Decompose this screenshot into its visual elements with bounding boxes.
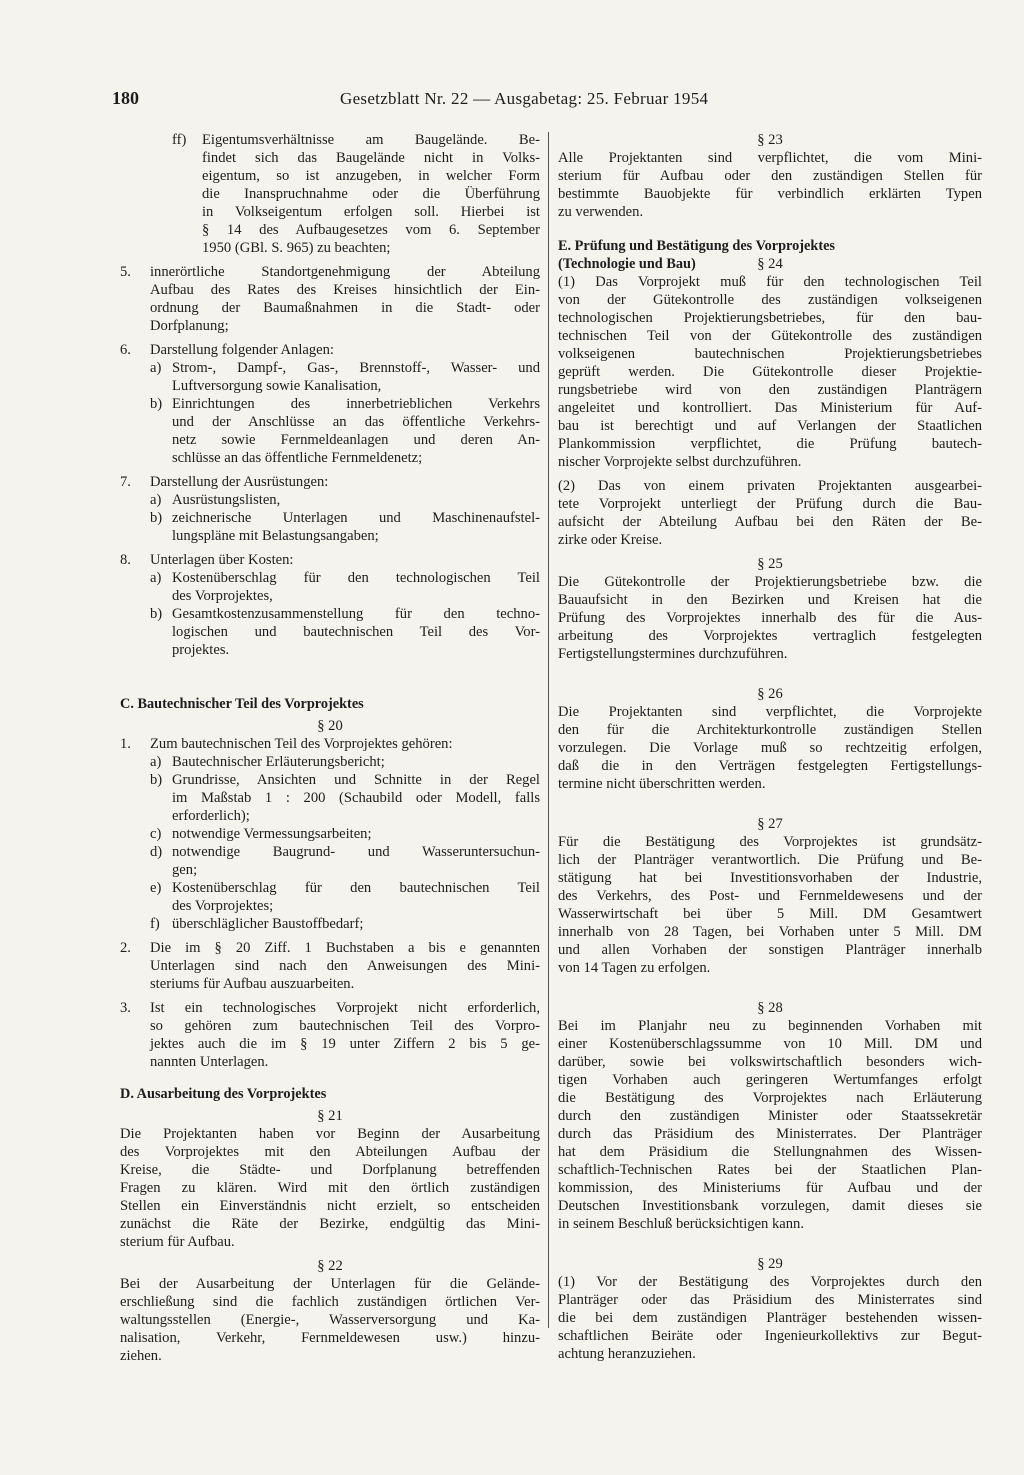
text-line: in seinem Beschluß berücksichtigen kann.	[558, 1216, 805, 1232]
text-line: Prüfung des Vorprojektes innerhalb des für die Aus-	[558, 610, 982, 626]
text-line: und der Anschlüsse an das öffentliche Verkehrs-	[172, 414, 540, 430]
text-line: durch das Präsidium des Ministerrates. Der Planträger	[558, 1126, 982, 1142]
item-label: a)	[150, 492, 162, 508]
paragraph-sign: § 20	[317, 718, 343, 734]
item-number: 5.	[120, 264, 131, 280]
text-line: waltungsstellen (Energie-, Wasserversorgung und Ka-	[120, 1312, 540, 1328]
text-line: ziehen.	[120, 1348, 162, 1364]
text-line: nischer Vorprojekte selbst durchzuführen.	[558, 454, 802, 470]
text-line: Unterlagen sind nach den Anweisungen des Mini-	[150, 958, 540, 974]
text-line: rungsbetriebe wird von den zuständigen Planträgern	[558, 382, 982, 398]
item-6a	[150, 359, 540, 395]
text-line: eigentum, so ist anzugeben, in welcher Form	[202, 168, 540, 184]
item-text	[172, 359, 540, 395]
right-column	[558, 131, 982, 1369]
text-line: technischen Teil von der Gütekontrolle des zuständigen	[558, 328, 982, 344]
text-line: den für die Architekturkontrolle zuständigen Stellen	[558, 722, 982, 738]
text-line: arbeitung des Vorprojektes vertraglich festgelegten	[558, 628, 982, 644]
item-label: d)	[150, 844, 163, 860]
text-line: und allen Vorhaben der sonstigen Planträger innerhalb	[558, 942, 982, 958]
paragraph-sign: § 26	[757, 686, 783, 702]
text-line: logischen und bautechnischen Teil des Vor-	[172, 624, 540, 640]
text-line: netz sowie Fernmeldeanlagen und deren An-	[172, 432, 540, 448]
text-line: daß die in den Verträgen festgelegten Fertigstellungs-	[558, 758, 982, 774]
paragraph-27	[558, 833, 982, 977]
item-8a	[150, 569, 540, 605]
text-line: Einrichtungen des innerbetrieblichen Verkehrs	[172, 396, 540, 412]
item-text	[172, 605, 540, 659]
text-line: lungspläne mit Belastungsangaben;	[172, 528, 379, 544]
text-line: Planträger oder das Präsidium des Ministerrates sind	[558, 1292, 982, 1308]
text-line: Kreise, die Städte- und Dorfplanung betreffenden	[120, 1162, 540, 1178]
text-line: zunächst die Räte der Bezirke, endgültig das Mini-	[120, 1216, 540, 1232]
text-line: bestimmte Bauobjekte für verbindlich erklärten Typen	[558, 186, 982, 202]
item-8	[120, 551, 540, 569]
text-line: Fertigstellungstermines durchzuführen.	[558, 646, 788, 662]
item-label: b)	[150, 772, 163, 788]
text-line: aufsicht der Abteilung Aufbau bei den Räten der Be-	[558, 514, 982, 530]
item-6b	[150, 395, 540, 467]
text-line: geprüft werden. Die Gütekontrolle dieser Projektie-	[558, 364, 982, 380]
text-line: schaftlichen Beiräte oder Ingenieurkollektivs zur Begut-	[558, 1328, 982, 1344]
text-line: durch den zuständigen Minister oder Staatssekretär	[558, 1108, 982, 1124]
text-line: Fragen zu klären. Wird mit den örtlich zuständigen	[120, 1180, 540, 1196]
text-line: zu verwenden.	[558, 204, 644, 220]
text-line: Eigentumsverhältnisse am Baugelände. Be-	[202, 132, 540, 148]
text-line: nalisation, Verkehr, Fernmeldewesen usw.) hinzu-	[120, 1330, 540, 1346]
text-line: Die Gütekontrolle der Projektierungsbetriebe bzw. die	[558, 574, 982, 590]
paragraph-24-2	[558, 477, 982, 549]
item-label: b)	[150, 606, 163, 622]
text-line: schaftlich-Technischen Rates bei der Staatlichen Plan-	[558, 1162, 982, 1178]
text-line: Bei der Ausarbeitung der Unterlagen für die Gelände-	[120, 1276, 540, 1292]
item-text	[172, 879, 540, 915]
text-line: notwendige Baugrund- und Wasseruntersuchun-	[172, 844, 540, 860]
item-number: 3.	[120, 1000, 131, 1016]
text-line: Die im § 20 Ziff. 1 Buchstaben a bis e genannten	[150, 940, 540, 956]
text-line: Deutschen Investitionsbank vorzulegen, damit dieses sie	[558, 1198, 982, 1214]
text-line: tigen Vorhaben auch geringeren Wertumfanges erfolgt	[558, 1072, 982, 1088]
text-line: findet sich das Baugelände nicht in Volks-	[202, 150, 540, 166]
paragraph-sign: § 21	[317, 1108, 343, 1124]
text-line: in Volkseigentum erfolgen soll. Hierbei ist	[202, 204, 540, 220]
paragraph-29-1	[558, 1273, 982, 1363]
paragraph-28	[558, 1017, 982, 1233]
paragraph-24-1	[558, 273, 982, 471]
text-line: projektes.	[172, 642, 230, 658]
item-label: f)	[150, 916, 160, 932]
item-text	[172, 569, 540, 605]
paragraph-23	[558, 149, 982, 221]
text-line: technologischen Projektierungsbetriebes, für den bau-	[558, 310, 982, 326]
item-text: überschläglicher Baustoffbedarf;	[172, 916, 364, 932]
item-8b	[150, 605, 540, 659]
text-line: Für die Bestätigung des Vorprojektes ist grundsätz-	[558, 834, 982, 850]
text-line: innerörtliche Standortgenehmigung der Abteilung	[150, 264, 540, 280]
item-number: 2.	[120, 940, 131, 956]
text-line: Kostenüberschlag für den technologischen Teil	[172, 570, 540, 586]
paragraph-26	[558, 703, 982, 793]
text-line: nannten Unterlagen.	[150, 1054, 269, 1070]
item-text	[172, 771, 540, 825]
text-line: hat dem Präsidium die Stellungnahmen des Wissen-	[558, 1144, 982, 1160]
item-20-1b	[150, 771, 540, 825]
item-label: a)	[150, 570, 162, 586]
text-line: des Verkehrs, des Post- und Fernmeldewesens und der	[558, 888, 982, 904]
text-line: so gehören zum bautechnischen Teil des Vorpro-	[150, 1018, 540, 1034]
page-title: Gesetzblatt Nr. 22 — Ausgabetag: 25. Februar 1954	[340, 89, 709, 108]
item-text	[150, 263, 540, 335]
item-5	[120, 263, 540, 335]
item-text	[150, 999, 540, 1071]
text-line: stätigung hat bei Investitionsvorhaben der Industrie,	[558, 870, 982, 886]
text-line: Dorfplanung;	[150, 318, 229, 334]
item-label: e)	[150, 880, 162, 896]
paragraph-sign: § 28	[757, 1000, 783, 1016]
text-line: kommission, des Ministeriums für Aufbau und der	[558, 1180, 982, 1196]
text-line: Ist ein technologisches Vorprojekt nicht erforderlich,	[150, 1000, 540, 1016]
text-line: (1) Das Vorprojekt muß für den technologischen Teil	[558, 274, 982, 290]
text-line: vorzulegen. Die Vorlage muß so rechtzeitig erfolgen,	[558, 740, 982, 756]
item-text: Darstellung folgender Anlagen:	[150, 342, 334, 358]
item-20-1d	[150, 843, 540, 879]
item-text	[172, 395, 540, 467]
text-line: Wasserwirtschaft bei über 5 Mill. DM Gesamtwert	[558, 906, 982, 922]
section-heading-c: C. Bautechnischer Teil des Vorprojektes	[120, 696, 364, 712]
text-line: sterium für Aufbau.	[120, 1234, 235, 1250]
paragraph-25	[558, 573, 982, 663]
text-line: im Maßstab 1 : 200 (Schaubild oder Modell, falls	[172, 790, 540, 806]
left-column	[120, 131, 540, 1371]
item-text: Zum bautechnischen Teil des Vorprojektes gehören:	[150, 736, 453, 752]
item-label: a)	[150, 754, 162, 770]
text-line: Die Projektanten sind verpflichtet, die Vorprojekte	[558, 704, 982, 720]
text-line: die bei dem zuständigen Planträger bestehenden wissen-	[558, 1310, 982, 1326]
item-7a	[150, 491, 540, 509]
item-text	[172, 509, 540, 545]
item-text: Unterlagen über Kosten:	[150, 552, 294, 568]
text-line: erschließung sind die fachlich zuständigen örtlichen Ver-	[120, 1294, 540, 1310]
item-7b	[150, 509, 540, 545]
text-line: Kostenüberschlag für den bautechnischen Teil	[172, 880, 540, 896]
item-number: 6.	[120, 342, 131, 358]
item-text: Bautechnischer Erläuterungsbericht;	[172, 754, 385, 770]
text-line: achtung heranzuziehen.	[558, 1346, 696, 1362]
text-line: erforderlich);	[172, 808, 250, 824]
item-text	[150, 939, 540, 993]
item-20-1e	[150, 879, 540, 915]
item-number: 7.	[120, 474, 131, 490]
text-line: Bauaufsicht in den Bezirken und Kreisen hat die	[558, 592, 982, 608]
text-line: des Vorprojektes mit den Abteilungen Aufbau der	[120, 1144, 540, 1160]
text-line: Grundrisse, Ansichten und Schnitte in der Regel	[172, 772, 540, 788]
text-line: Aufbau des Rates des Kreises hinsichtlich der Ein-	[150, 282, 540, 298]
text-line: innerhalb von 28 Tagen, bei Vorhaben unter 5 Mill. DM	[558, 924, 982, 940]
text-line: § 14 des Aufbaugesetzes vom 6. September	[202, 222, 540, 238]
item-text: Darstellung der Ausrüstungen:	[150, 474, 329, 490]
item-text: notwendige Vermessungsarbeiten;	[172, 826, 372, 842]
paragraph-sign: § 27	[757, 816, 783, 832]
text-line: des Vorprojektes;	[172, 898, 274, 914]
item-text	[202, 131, 540, 257]
text-line: volkseigenen bautechnischen Projektierungsbetriebes	[558, 346, 982, 362]
item-number: 1.	[120, 736, 131, 752]
text-line: lich der Planträger verantwortlich. Die Prüfung und Be-	[558, 852, 982, 868]
text-line: Strom-, Dampf-, Gas-, Brennstoff-, Wasser- und	[172, 360, 540, 376]
text-line: von 14 Tagen zu erfolgen.	[558, 960, 711, 976]
text-line: darüber, sowie bei volkswirtschaftlich besonders wich-	[558, 1054, 982, 1070]
text-line: von der Gütekontrolle des zuständigen volkseigenen	[558, 292, 982, 308]
text-line: Stellen ein Einverständnis nicht erzielt, so entscheiden	[120, 1198, 540, 1214]
text-line: bau ist berechtigt und auf Verlangen der Staatlichen	[558, 418, 982, 434]
paragraph-sign: § 24	[757, 256, 783, 272]
paragraph-22	[120, 1275, 540, 1365]
item-20-3	[120, 999, 540, 1071]
text-line: jektes auch die im § 19 unter Ziffern 2 bis 5 ge-	[150, 1036, 540, 1052]
item-label: b)	[150, 396, 163, 412]
item-text: Ausrüstungslisten,	[172, 492, 281, 508]
text-line: Plankommission verpflichtet, die Prüfung bautech-	[558, 436, 982, 452]
text-line: sterium für Aufbau oder den zuständigen Stellen für	[558, 168, 982, 184]
text-line: tete Vorprojekt unterliegt der Prüfung durch die Bau-	[558, 496, 982, 512]
text-line: 1950 (GBl. S. 965) zu beachten;	[202, 240, 391, 256]
text-line: die Inanspruchnahme oder die Überführung	[202, 186, 540, 202]
text-line: termine nicht überschritten werden.	[558, 776, 766, 792]
item-20-1f	[150, 915, 540, 933]
text-line: ordnung der Baumaßnahmen in die Stadt- oder	[150, 300, 540, 316]
paragraph-sign: § 25	[757, 556, 783, 572]
text-line: Luftversorgung sowie Kanalisation,	[172, 378, 382, 394]
item-text	[172, 843, 540, 879]
text-line: angeleitet und kontrolliert. Das Ministerium für Auf-	[558, 400, 982, 416]
text-line: Bei im Planjahr neu zu beginnenden Vorhaben mit	[558, 1018, 982, 1034]
text-line: (2) Das von einem privaten Projektanten ausgearbei-	[558, 478, 982, 494]
item-ff	[172, 131, 540, 257]
item-7	[120, 473, 540, 491]
paragraph-sign: § 29	[757, 1256, 783, 1272]
text-line: zirke oder Kreise.	[558, 532, 663, 548]
text-line: gen;	[172, 862, 198, 878]
text-line: (1) Vor der Bestätigung des Vorprojektes durch den	[558, 1274, 982, 1290]
text-line: zeichnerische Unterlagen und Maschinenaufstel-	[172, 510, 540, 526]
text-line: des Vorprojektes,	[172, 588, 273, 604]
text-line: die Bestätigung des Vorprojektes nach Erläuterung	[558, 1090, 982, 1106]
paragraph-21	[120, 1125, 540, 1251]
item-20-1c	[150, 825, 540, 843]
item-20-1	[120, 735, 540, 753]
section-heading-e-sub: (Technologie und Bau)	[558, 256, 696, 272]
item-6	[120, 341, 540, 359]
item-label: c)	[150, 826, 162, 842]
text-line: Die Projektanten haben vor Beginn der Ausarbeitung	[120, 1126, 540, 1142]
text-line: Gesamtkostenzusammenstellung für den techno-	[172, 606, 540, 622]
item-20-2	[120, 939, 540, 993]
text-line: steriums für Aufbau auszuarbeiten.	[150, 976, 355, 992]
item-label: a)	[150, 360, 162, 376]
item-label: ff)	[172, 132, 187, 148]
text-line: einer Kostenüberschlagssumme von 10 Mill. DM und	[558, 1036, 982, 1052]
item-label: b)	[150, 510, 163, 526]
section-heading-e: E. Prüfung und Bestätigung des Vorprojektes	[558, 238, 835, 254]
column-divider	[548, 132, 549, 1328]
section-heading-d: D. Ausarbeitung des Vorprojektes	[120, 1086, 327, 1102]
text-line: schlüsse an das öffentliche Fernmeldenetz;	[172, 450, 423, 466]
page-number: 180	[112, 88, 139, 108]
page-header	[112, 88, 980, 112]
item-number: 8.	[120, 552, 131, 568]
text-line: Alle Projektanten sind verpflichtet, die vom Mini-	[558, 150, 982, 166]
paragraph-sign: § 23	[757, 132, 783, 148]
item-20-1a	[150, 753, 540, 771]
paragraph-sign: § 22	[317, 1258, 343, 1274]
